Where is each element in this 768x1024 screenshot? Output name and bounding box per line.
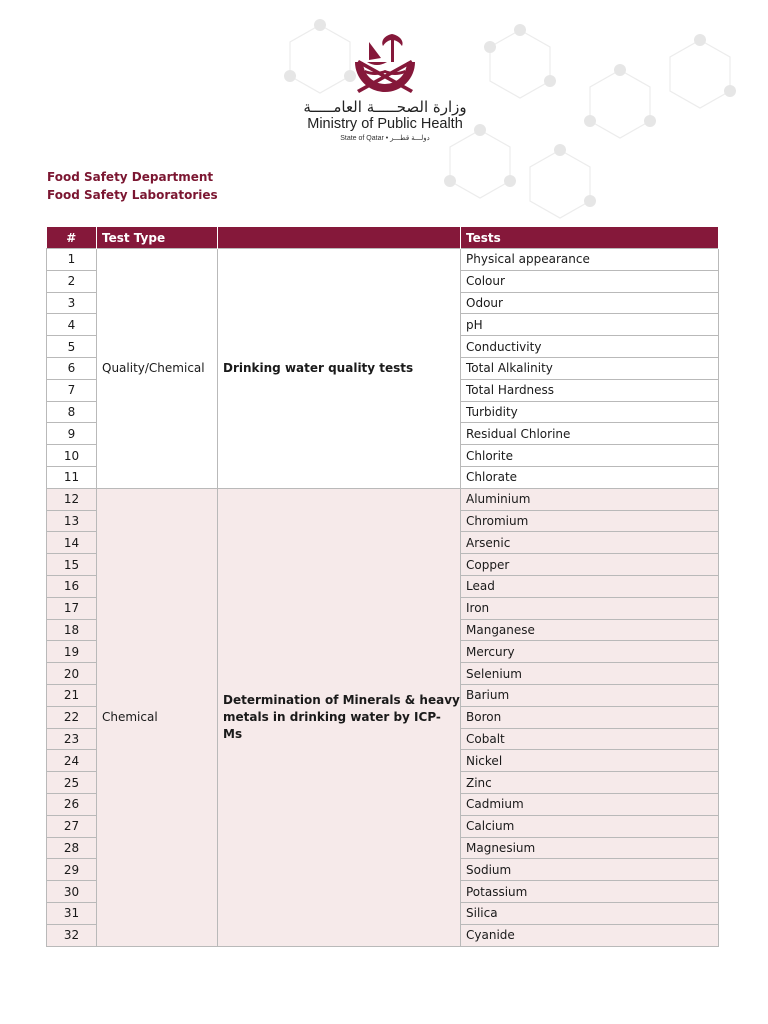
row-number: 14 [47,532,97,554]
table-row [47,488,719,510]
test-name-cell: Calcium [461,815,719,837]
row-number: 23 [47,728,97,750]
row-number: 6 [47,357,97,379]
test-name-cell: Conductivity [461,336,719,358]
test-name-cell: Chromium [461,510,719,532]
test-name-cell: Copper [461,554,719,576]
tests-table [46,227,719,947]
ministry-header [270,30,500,142]
qatar-emblem-icon [347,30,423,96]
row-number: 16 [47,575,97,597]
test-name-cell: Chlorate [461,466,719,488]
row-number: 19 [47,641,97,663]
test-name-cell: Chlorite [461,445,719,467]
table-header-row [47,227,719,249]
header-description [218,227,461,249]
header-test-type: Test Type [97,227,218,249]
test-name-cell: Cyanide [461,924,719,946]
test-name-cell: Residual Chlorine [461,423,719,445]
state-of-qatar-line: State of Qatar • دولـــة قطـــر [340,135,430,142]
test-description-cell: Drinking water quality tests [218,249,461,489]
row-number: 26 [47,793,97,815]
row-number: 4 [47,314,97,336]
test-name-cell: Aluminium [461,488,719,510]
row-number: 5 [47,336,97,358]
test-name-cell: Silica [461,902,719,924]
test-name-cell: Barium [461,684,719,706]
test-name-cell: Lead [461,575,719,597]
test-name-cell: Zinc [461,772,719,794]
table-body [47,249,719,947]
row-number: 22 [47,706,97,728]
row-number: 32 [47,924,97,946]
row-number: 11 [47,466,97,488]
test-name-cell: Mercury [461,641,719,663]
test-name-cell: Manganese [461,619,719,641]
department-name: Food Safety Department [47,170,214,184]
laboratory-name: Food Safety Laboratories [47,188,218,202]
row-number: 20 [47,663,97,685]
row-number: 7 [47,379,97,401]
table-row [47,249,719,271]
row-number: 24 [47,750,97,772]
header-number: # [47,227,97,249]
test-type-cell: Quality/Chemical [97,249,218,489]
test-name-cell: Boron [461,706,719,728]
row-number: 29 [47,859,97,881]
arabic-ministry-title: وزارة الصحـــــة العامـــــة [303,98,467,116]
row-number: 3 [47,292,97,314]
test-description-cell: Determination of Minerals & heavy metals in drinking water by ICP- Ms [218,488,461,946]
row-number: 13 [47,510,97,532]
test-name-cell: Arsenic [461,532,719,554]
test-name-cell: Odour [461,292,719,314]
row-number: 27 [47,815,97,837]
row-number: 15 [47,554,97,576]
test-name-cell: Magnesium [461,837,719,859]
test-name-cell: Turbidity [461,401,719,423]
row-number: 2 [47,270,97,292]
header-tests: Tests [461,227,719,249]
test-name-cell: Nickel [461,750,719,772]
row-number: 31 [47,902,97,924]
test-name-cell: Sodium [461,859,719,881]
row-number: 10 [47,445,97,467]
row-number: 17 [47,597,97,619]
row-number: 12 [47,488,97,510]
test-name-cell: Iron [461,597,719,619]
test-name-cell: Total Hardness [461,379,719,401]
test-type-cell: Chemical [97,488,218,946]
test-name-cell: Potassium [461,881,719,903]
row-number: 18 [47,619,97,641]
row-number: 25 [47,772,97,794]
test-name-cell: Cobalt [461,728,719,750]
row-number: 28 [47,837,97,859]
test-name-cell: Physical appearance [461,249,719,271]
row-number: 8 [47,401,97,423]
test-name-cell: Total Alkalinity [461,357,719,379]
test-name-cell: Selenium [461,663,719,685]
row-number: 21 [47,684,97,706]
row-number: 1 [47,249,97,271]
row-number: 9 [47,423,97,445]
test-name-cell: pH [461,314,719,336]
test-name-cell: Cadmium [461,793,719,815]
row-number: 30 [47,881,97,903]
test-name-cell: Colour [461,270,719,292]
english-ministry-title: Ministry of Public Health [307,116,463,132]
